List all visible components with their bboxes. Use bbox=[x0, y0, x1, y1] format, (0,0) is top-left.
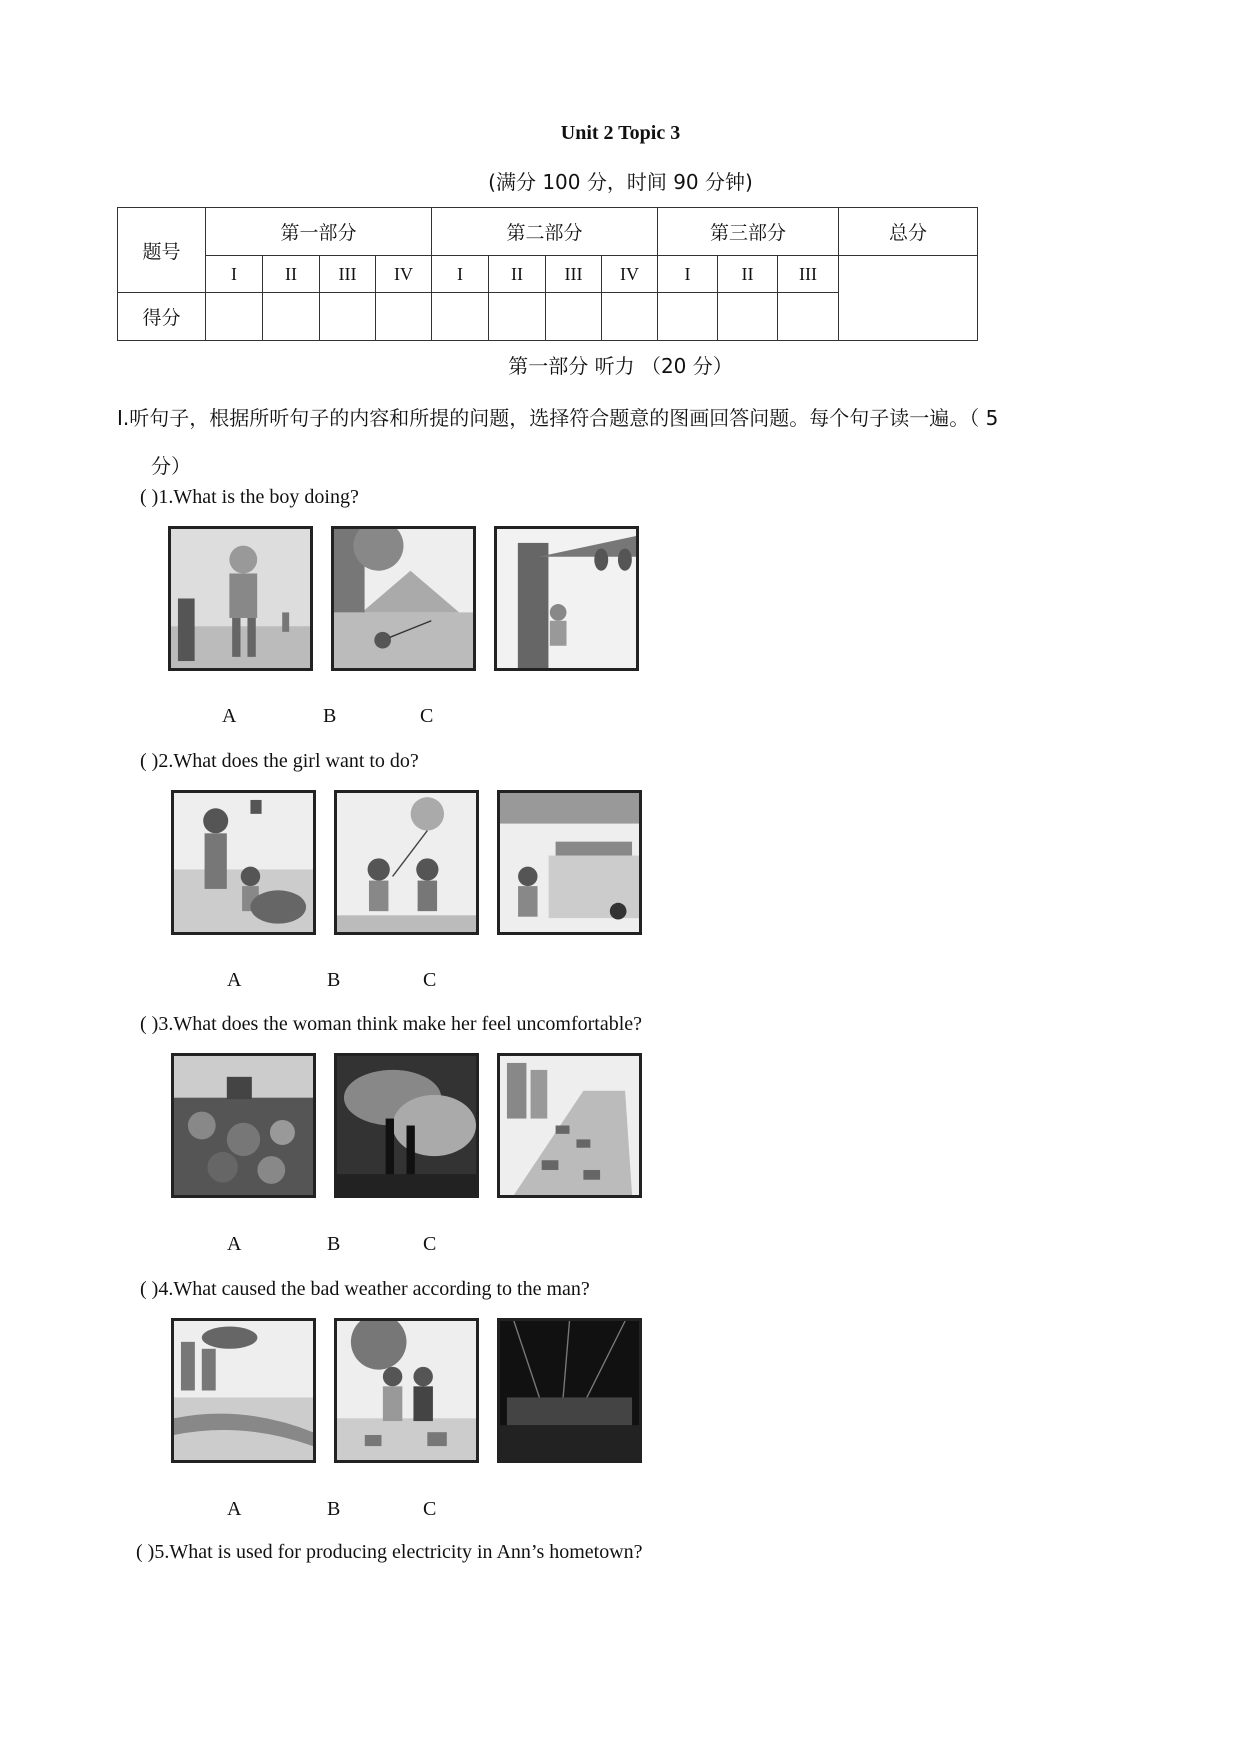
boy-fishing-by-field-picture bbox=[331, 526, 476, 671]
option-a: A bbox=[227, 1498, 242, 1520]
score-table-sub: II bbox=[489, 256, 546, 293]
score-table-sub: I bbox=[432, 256, 489, 293]
score-cell bbox=[320, 293, 376, 341]
score-cell bbox=[376, 293, 432, 341]
garbage-dump-picture bbox=[171, 1053, 316, 1198]
option-b: B bbox=[323, 705, 337, 727]
option-a: A bbox=[227, 969, 242, 991]
score-cell bbox=[658, 293, 718, 341]
question-3: ( )3.What does the woman think make her feel uncomfortable? bbox=[140, 1013, 643, 1035]
score-table-sub: III bbox=[546, 256, 602, 293]
score-table-part3: 第三部分 bbox=[658, 208, 839, 256]
instruction-line: I.听句子，根据所听句子的内容和所提的问题，选择符合题意的图画回答问题。每个句子读一遍。（ 5 bbox=[117, 406, 999, 430]
score-table-label-number: 题号 bbox=[118, 208, 206, 293]
city-night-lights-picture bbox=[497, 1318, 642, 1463]
instructions bbox=[117, 394, 1127, 490]
score-cell bbox=[778, 293, 839, 341]
option-c: C bbox=[423, 969, 437, 991]
option-a: A bbox=[227, 1233, 242, 1255]
mother-daughter-planting-picture bbox=[171, 790, 316, 935]
option-b: B bbox=[327, 1498, 341, 1520]
score-table-sub: III bbox=[778, 256, 839, 293]
exam-meta: (满分 100 分，时间 90 分钟) bbox=[488, 170, 753, 194]
score-table-part2: 第二部分 bbox=[432, 208, 658, 256]
score-cell bbox=[432, 293, 489, 341]
question-2: ( )2.What does the girl want to do? bbox=[140, 750, 419, 772]
boy-littering-picture bbox=[168, 526, 313, 671]
question-1: ( )1.What is the boy doing? bbox=[140, 486, 359, 508]
score-table-sub: I bbox=[206, 256, 263, 293]
question-5: ( )5.What is used for producing electricity in Ann’s hometown? bbox=[136, 1541, 643, 1563]
score-table-total: 总分 bbox=[839, 208, 978, 256]
girl-at-flower-shop-picture bbox=[497, 790, 642, 935]
option-b: B bbox=[327, 1233, 341, 1255]
score-table-label-score: 得分 bbox=[118, 293, 206, 341]
score-cell-total bbox=[839, 256, 978, 341]
traffic-jam-picture bbox=[497, 1053, 642, 1198]
score-table bbox=[117, 207, 978, 341]
option-c: C bbox=[423, 1498, 437, 1520]
boy-climbing-tree-picture bbox=[494, 526, 639, 671]
kids-flying-kite-picture bbox=[334, 790, 479, 935]
score-cell bbox=[206, 293, 263, 341]
score-cell bbox=[718, 293, 778, 341]
score-table-sub: IV bbox=[376, 256, 432, 293]
score-table-sub: II bbox=[263, 256, 320, 293]
score-cell bbox=[263, 293, 320, 341]
score-table-sub: III bbox=[320, 256, 376, 293]
score-table-sub: II bbox=[718, 256, 778, 293]
score-cell bbox=[489, 293, 546, 341]
score-table-sub: IV bbox=[602, 256, 658, 293]
polluted-river-factory-picture bbox=[171, 1318, 316, 1463]
page-title: Unit 2 Topic 3 bbox=[560, 122, 681, 144]
instruction-line: 分） bbox=[151, 454, 191, 478]
score-table-part1: 第一部分 bbox=[206, 208, 432, 256]
factory-smoke-picture bbox=[334, 1053, 479, 1198]
section-title: 第一部分 听力 （20 分） bbox=[508, 354, 733, 378]
question-4: ( )4.What caused the bad weather according to the man? bbox=[140, 1278, 590, 1300]
score-cell bbox=[602, 293, 658, 341]
option-a: A bbox=[222, 705, 237, 727]
score-table-sub: I bbox=[658, 256, 718, 293]
score-cell bbox=[546, 293, 602, 341]
cutting-trees-picture bbox=[334, 1318, 479, 1463]
option-c: C bbox=[420, 705, 434, 727]
option-b: B bbox=[327, 969, 341, 991]
option-c: C bbox=[423, 1233, 437, 1255]
